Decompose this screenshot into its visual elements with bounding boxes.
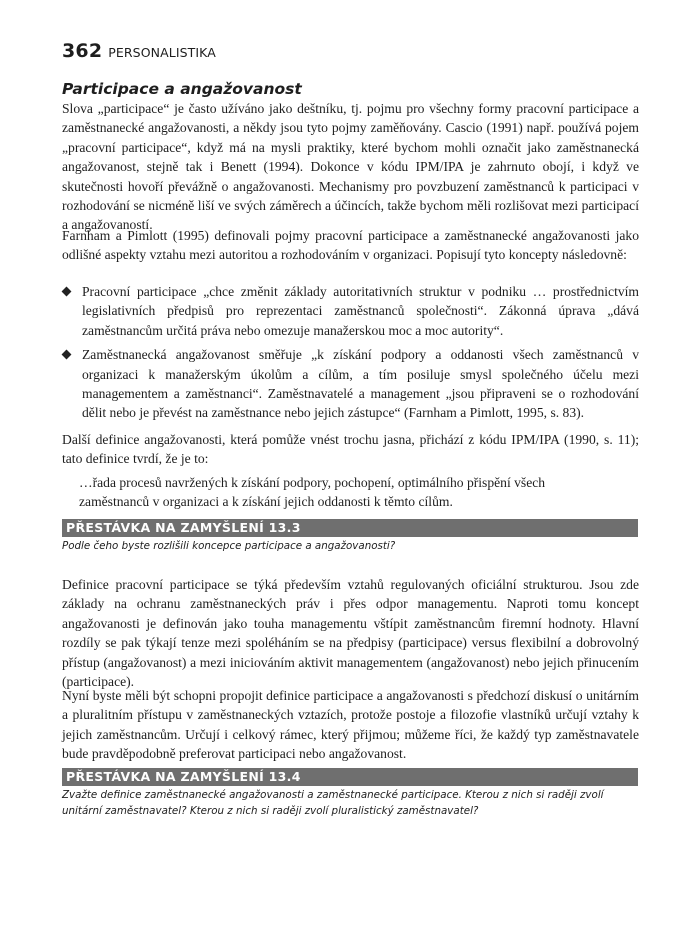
bullet-list (62, 282, 639, 428)
reflection-break-header (62, 519, 638, 537)
paragraph-unitary-pluralist: Nyní byste měli být schopni propojit definice participace a angažovanosti s předchozí diskusí o unitárním a pluralitním přístupu v zaměstnaneckých vztazích, protože postoje a filozofie vlastníků určují vztahy k jejich zaměstnancům. Určují i celkový rámec, který přijmou; můžeme říci, že každý typ zaměstnavatele bude pravděpodobně preferovat participaci nebo angažovanost. (62, 688, 639, 762)
reflection-break-question: Zvažte definice zaměstnanecké angažovanosti a zaměstnanecké participace. Kterou z nich si raději zvolí unitární zaměstnavatel? Kterou z nich si raději zvolí pluralistický zaměstnavatel? (62, 789, 604, 817)
paragraph-participation-vs-involvement: Definice pracovní participace se týká především vztahů regulovaných oficiální strukturou. Jsou zde základy na ochranu zaměstnaneckých práv i přes odpor managementu. Naproti tomu koncept angažovanosti je definován jako touha managementu vštípit zaměstnancům firemní hodnoty. Hlavní rozdíly se pak týkají tenze mezi spoléháním se na předpisy (participace) versus flexibilní a dobrovolný přístup (angažovanost) a mezi iniciováním aktivit managementem (angažovanost) nebo jejich přinucením (participace). (62, 577, 639, 690)
reflection-break-title: PŘESTÁVKA NA ZAMYŠLENÍ 13.3 (66, 520, 301, 535)
block-quote: …řada procesů navržených k získání podpory, pochopení, optimálního přispění všech zaměstnanců v organizaci a k získání jejich oddanosti k těmto cílům. (79, 475, 546, 510)
list-item (62, 345, 639, 423)
running-title: PERSONALISTIKA (108, 45, 216, 60)
list-item-text: Zaměstnanecká angažovanost směřuje „k získání podpory a oddanosti všech zaměstnanců v organizaci k manažerským úkolům a cílům, a tím posiluje smysl společného účelu mezi managementem a zaměstnanci“. Zaměstnavatelé a management „jsou připraveni se o rozhodování dělit nebo je převést na zaměstnance nebo jejich zástupce“ (Farnham a Pimlott, 1995, s. 83). (82, 347, 639, 421)
diamond-bullet-icon (62, 287, 72, 297)
paragraph-ipm-ipa-definition: Další definice angažovanosti, která pomůže vnést trochu jasna, přichází z kódu IPM/IPA (1990, s. 11); tato definice tvrdí, že je to: (62, 432, 639, 467)
paragraph-farnham-pimlott: Farnham a Pimlott (1995) definovali pojmy pracovní participace a zaměstnanecké angažovanosti jako odlišné aspekty vztahu mezi autoritou a rozhodováním v organizaci. Popisují tyto koncepty následovně: (62, 228, 639, 263)
section-title: Participace a angažovanost (62, 80, 302, 98)
diamond-bullet-icon (62, 350, 72, 360)
reflection-break-title: PŘESTÁVKA NA ZAMYŠLENÍ 13.4 (66, 769, 301, 784)
list-item-text: Pracovní participace „chce změnit základy autoritativních struktur v podniku … prostřednictvím legislativních předpisů pro reprezentaci zaměstnanců společnosti“. Zákonná úprava „dává zaměstnancům určitá práva nebo omezuje manažerskou moc a moc autority“. (82, 284, 639, 338)
page-number: 362 (62, 40, 103, 62)
list-item (62, 282, 639, 340)
paragraph-participation-definitions: Slova „participace“ je často užíváno jako deštníku, tj. pojmu pro všechny formy pracovní participace a zaměstnanecké angažovanosti, a někdy jsou tyto pojmy zaměňovány. Cascio (1991) např. používá pojem „pracovní participace“, když má na mysli praktiky, které bychom mohli označit jako zaměstnanecká angažovanost, stejně tak i Benett (1994). Dokonce v kódu IPM/IPA je zahrnuto obojí, i když ve skutečnosti hovoří převážně o angažovanosti. Mechanismy pro povzbuzení zaměstnanců k participaci v rozhodování se nicméně liší ve svých záměrech a účincích, takže bychom měli rozlišovat mezi participací a angažovaností. (62, 101, 639, 233)
running-header (62, 40, 216, 62)
reflection-break-header (62, 768, 638, 786)
reflection-break-question: Podle čeho byste rozlišili koncepce participace a angažovanosti? (62, 540, 396, 552)
